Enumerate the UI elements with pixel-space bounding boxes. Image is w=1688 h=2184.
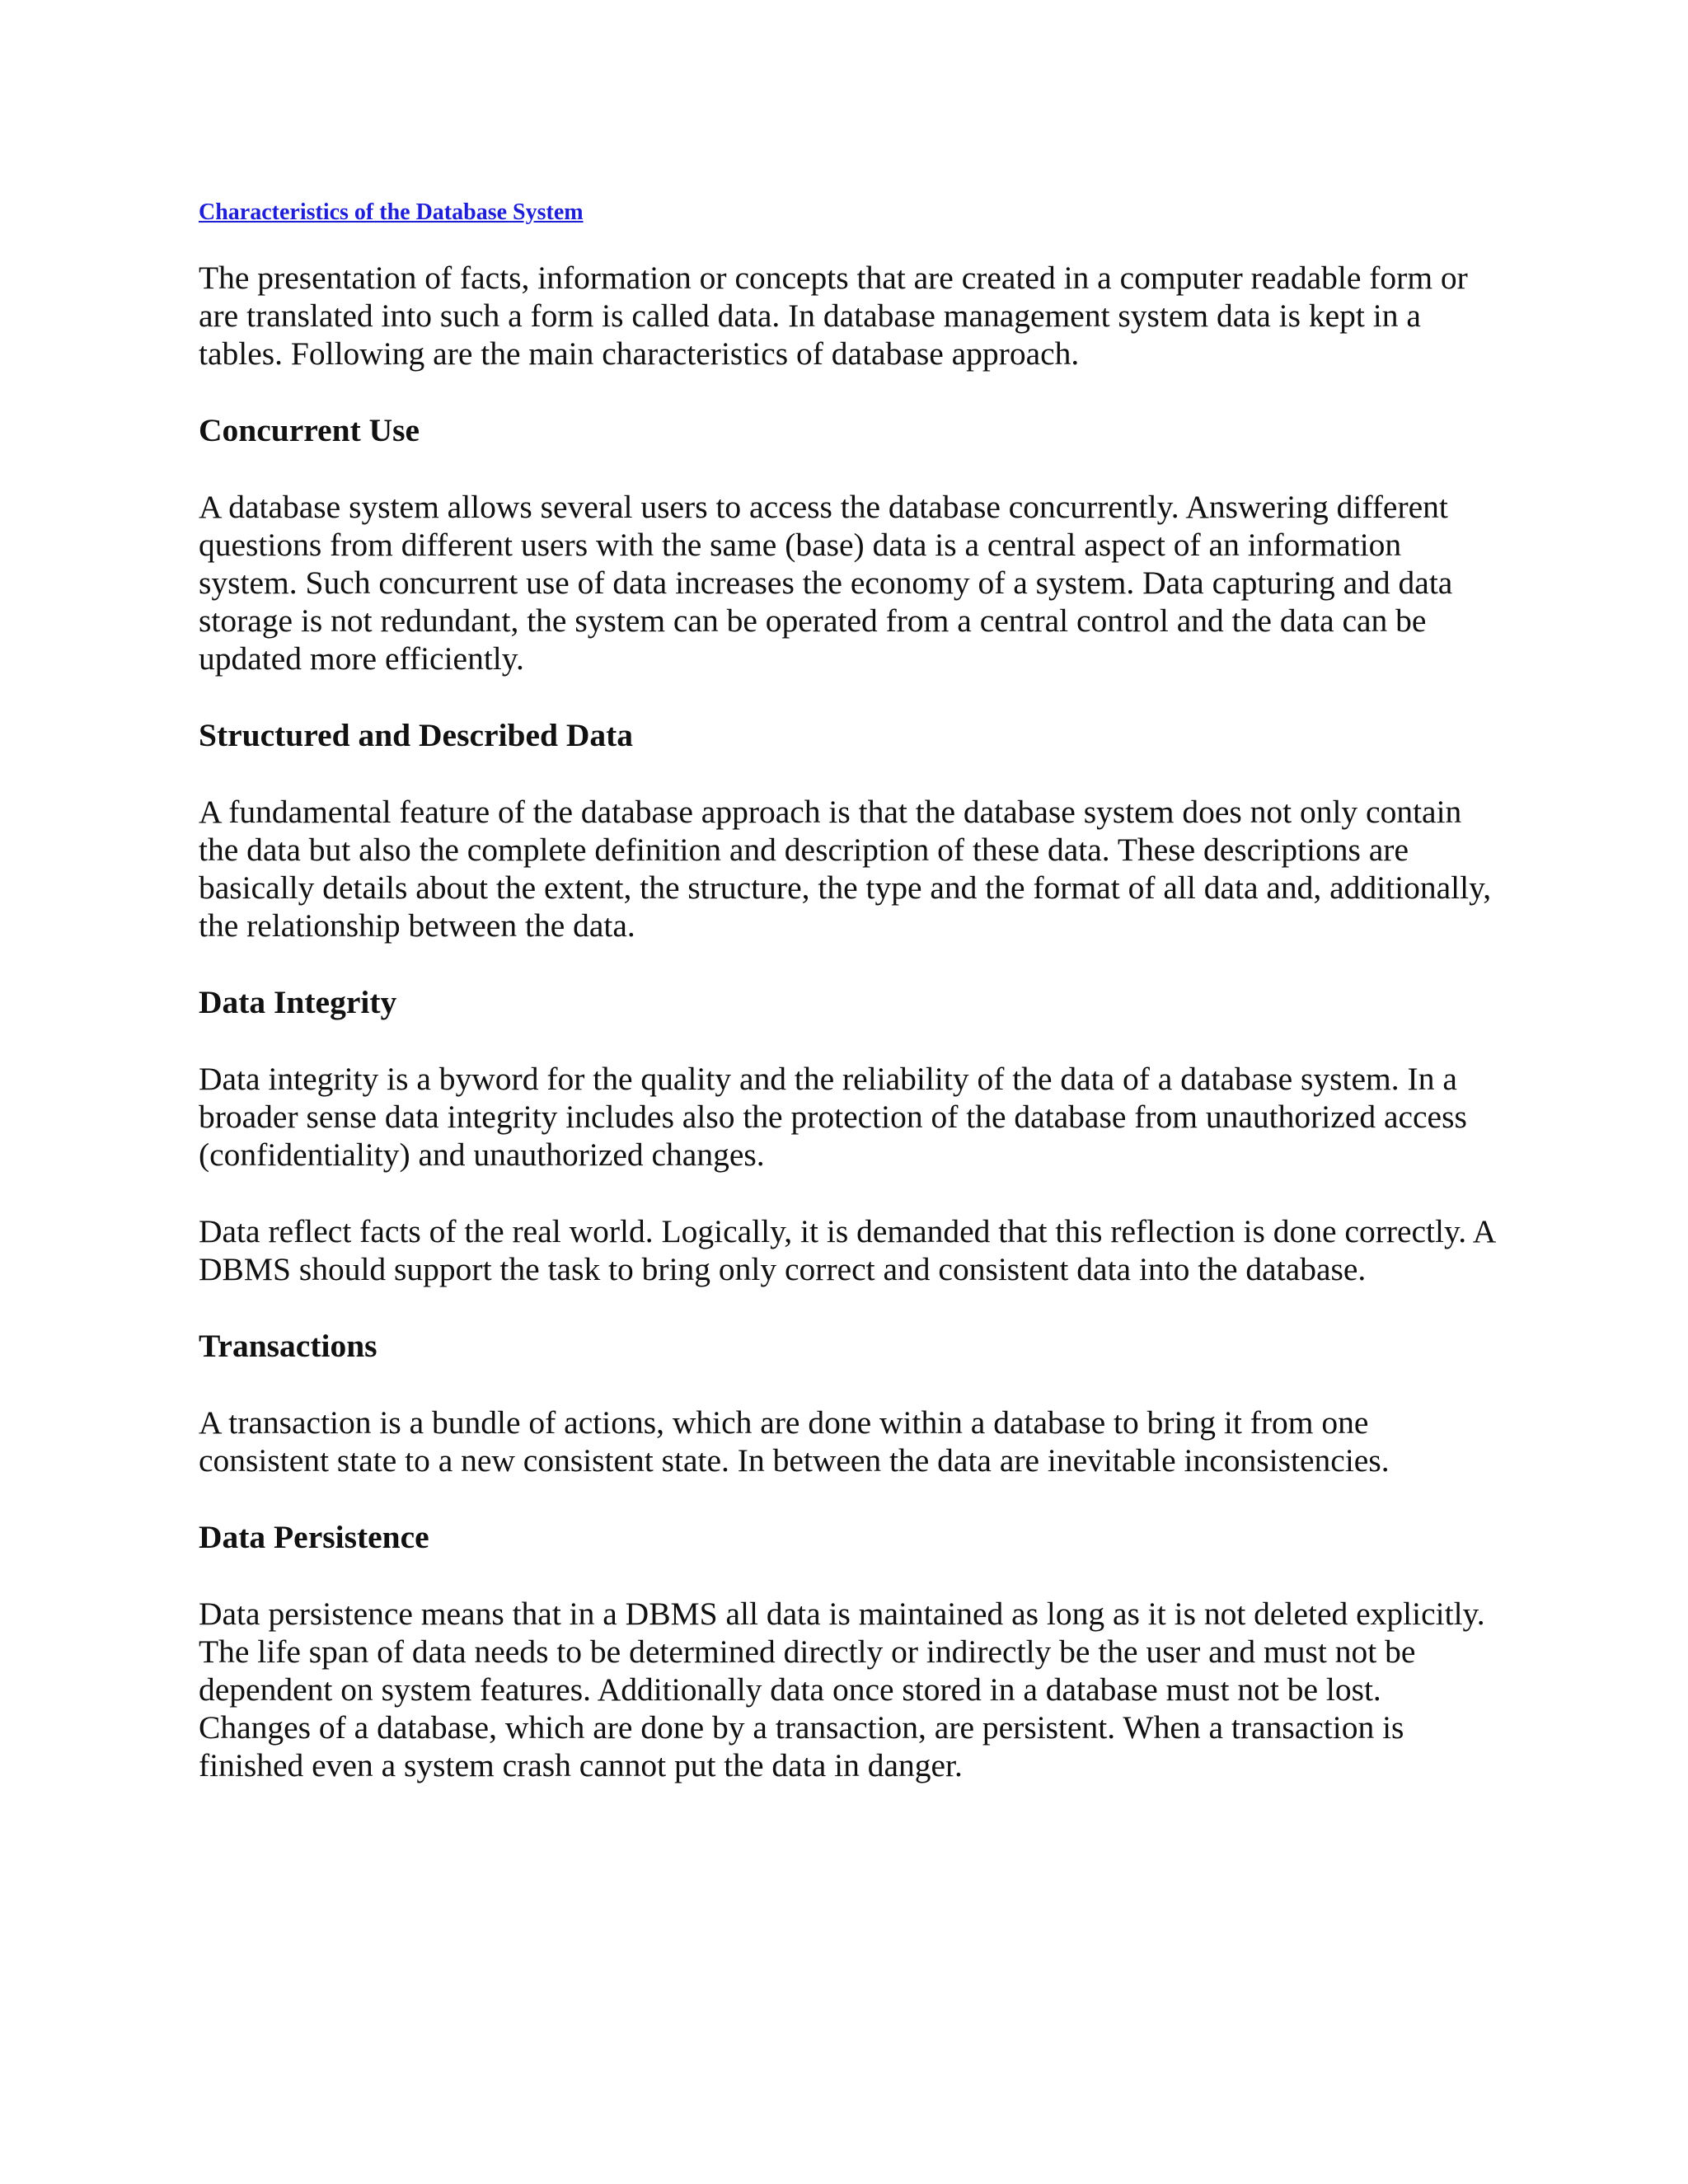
section-paragraph: A transaction is a bundle of actions, which are done within a database to bring it from one consistent state to a new consistent state. In between the data are inevitable inconsistencies. <box>199 1404 1390 1479</box>
section-heading-data-persistence: Data Persistence <box>199 1519 429 1555</box>
section-paragraph: Data integrity is a byword for the quality and the reliability of the data of a database system. In a broader sense data integrity includes also the protection of the database from unauthorized access (confidentiality) and unauthorized changes. <box>199 1061 1467 1173</box>
section-paragraph: A fundamental feature of the database approach is that the database system does not only contain the data but also the complete definition and description of these data. These descriptions are basically details about the extent, the structure, the type and the format of all data and, additionally, the relationship between the data. <box>199 794 1492 944</box>
section-heading-concurrent-use: Concurrent Use <box>199 412 420 448</box>
intro-paragraph: The presentation of facts, information or concepts that are created in a computer readable form or are translated into such a form is called data. In database management system data is kept in a tables. Following are the main characteristics of database approach. <box>199 260 1468 372</box>
section-paragraph: Data reflect facts of the real world. Logically, it is demanded that this reflection is done correctly. A DBMS should support the task to bring only correct and consistent data into the database. <box>199 1213 1495 1287</box>
section-heading-transactions: Transactions <box>199 1328 377 1364</box>
section-heading-data-integrity: Data Integrity <box>199 984 397 1020</box>
section-heading-structured-data: Structured and Described Data <box>199 717 634 753</box>
title-link[interactable]: Characteristics of the Database System <box>199 199 584 225</box>
section-paragraph: A database system allows several users to access the database concurrently. Answering different questions from different users with the same (base) data is a central aspect of an information system. Such concurrent use of data increases the economy of a system. Data capturing and data storage is not redundant, the system can be operated from a central control and the data can be updated more efficiently. <box>199 489 1453 677</box>
section-paragraph: Data persistence means that in a DBMS all data is maintained as long as it is not deleted explicitly. The life span of data needs to be determined directly or indirectly be the user and must not be dependent on system features. Additionally data once stored in a database must not be lost. Changes of a database, which are done by a transaction, are persistent. When a transaction is finished even a system crash cannot put the data in danger. <box>199 1596 1485 1783</box>
document-page <box>199 194 1501 1823</box>
